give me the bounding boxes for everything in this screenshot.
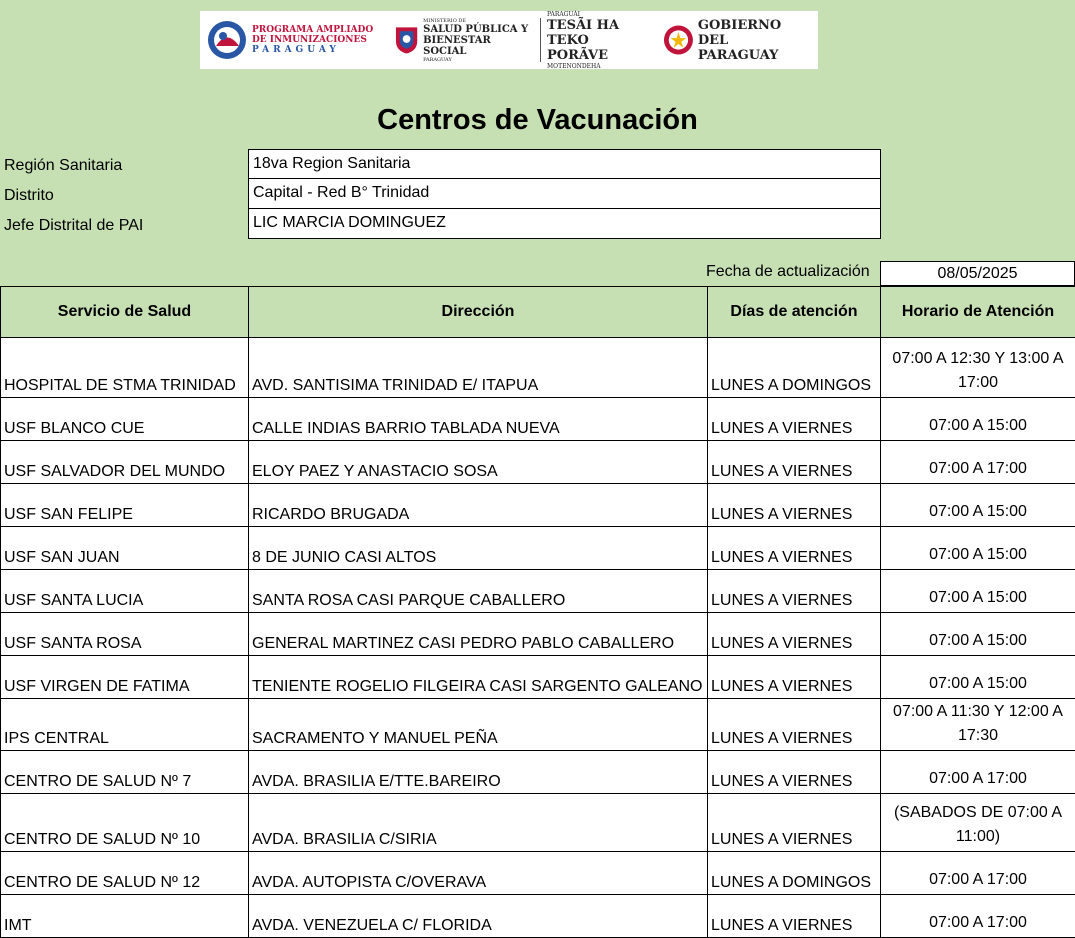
tesai-line2: PORÃVE xyxy=(547,48,663,63)
pai-line2: DE INMUNIZACIONES xyxy=(252,35,373,45)
table-body xyxy=(1,338,1075,938)
table-row xyxy=(1,613,1075,656)
cell-direccion: RICARDO BRUGADA xyxy=(249,484,708,527)
cell-direccion: GENERAL MARTINEZ CASI PEDRO PABLO CABALLERO xyxy=(249,613,708,656)
table-row xyxy=(1,852,1075,895)
header-direccion: Dirección xyxy=(249,287,708,338)
cell-horario: 07:00 A 15:00 xyxy=(881,398,1075,441)
jefe-value: LIC MARCIA DOMINGUEZ xyxy=(248,209,881,239)
cell-horario: 07:00 A 11:30 Y 12:00 A 17:30 xyxy=(881,699,1075,751)
cell-horario: 07:00 A 17:00 xyxy=(881,751,1075,794)
cell-horario: 07:00 A 15:00 xyxy=(881,484,1075,527)
cell-direccion: AVDA. BRASILIA C/SIRIA xyxy=(249,794,708,852)
cell-servicio: CENTRO DE SALUD Nº 12 xyxy=(1,852,249,895)
cell-direccion: CALLE INDIAS BARRIO TABLADA NUEVA xyxy=(249,398,708,441)
tesai-bottom: MOTENONDEHA xyxy=(547,63,663,70)
cell-horario: 07:00 A 17:00 xyxy=(881,895,1075,938)
header-dias: Días de atención xyxy=(708,287,881,338)
cell-dias: LUNES A VIERNES xyxy=(708,895,881,938)
fecha-value: 08/05/2025 xyxy=(880,261,1075,286)
tesai-top: PARAGUÁI xyxy=(547,11,663,18)
cell-servicio: CENTRO DE SALUD Nº 10 xyxy=(1,794,249,852)
cell-servicio: CENTRO DE SALUD Nº 7 xyxy=(1,751,249,794)
pai-emblem-icon xyxy=(206,19,248,61)
cell-dias: LUNES A VIERNES xyxy=(708,441,881,484)
cell-direccion: AVDA. BRASILIA E/TTE.BAREIRO xyxy=(249,751,708,794)
cell-servicio: USF SALVADOR DEL MUNDO xyxy=(1,441,249,484)
cell-dias: LUNES A VIERNES xyxy=(708,484,881,527)
pai-line3: PARAGUAY xyxy=(252,45,373,55)
cell-servicio: IPS CENTRAL xyxy=(1,699,249,751)
tesai-line1: TESÃI HA TEKO xyxy=(547,18,663,48)
cell-horario: 07:00 A 17:00 xyxy=(881,441,1075,484)
cell-direccion: TENIENTE ROGELIO FILGEIRA CASI SARGENTO GALEANO xyxy=(249,656,708,699)
cell-servicio: USF SANTA LUCIA xyxy=(1,570,249,613)
cell-servicio: USF VIRGEN DE FATIMA xyxy=(1,656,249,699)
cell-direccion: SACRAMENTO Y MANUEL PEÑA xyxy=(249,699,708,751)
logo-divider xyxy=(540,18,541,62)
msp-top: MINISTERIO DE xyxy=(423,18,534,24)
pai-logo xyxy=(206,19,380,61)
cell-direccion: ELOY PAEZ Y ANASTACIO SOSA xyxy=(249,441,708,484)
cell-horario: 07:00 A 15:00 xyxy=(881,656,1075,699)
table-row xyxy=(1,527,1075,570)
cell-dias: LUNES A DOMINGOS xyxy=(708,338,881,398)
msp-logo xyxy=(394,18,534,63)
cell-dias: LUNES A VIERNES xyxy=(708,570,881,613)
cell-servicio: IMT xyxy=(1,895,249,938)
msp-shield-icon xyxy=(394,25,419,55)
cell-direccion: AVDA. VENEZUELA C/ FLORIDA xyxy=(249,895,708,938)
header-servicio: Servicio de Salud xyxy=(1,287,249,338)
cell-horario: 07:00 A 12:30 Y 13:00 A 17:00 xyxy=(881,338,1075,398)
distrito-label: Distrito xyxy=(4,187,54,205)
msp-line2: BIENESTAR SOCIAL xyxy=(423,35,534,57)
gobierno-line2: PARAGUAY xyxy=(698,48,812,63)
cell-dias: LUNES A VIERNES xyxy=(708,527,881,570)
cell-direccion: AVD. SANTISIMA TRINIDAD E/ ITAPUA xyxy=(249,338,708,398)
logo-strip xyxy=(200,11,818,69)
table-header-row xyxy=(1,287,1075,338)
cell-dias: LUNES A VIERNES xyxy=(708,398,881,441)
cell-horario: 07:00 A 15:00 xyxy=(881,570,1075,613)
cell-dias: LUNES A VIERNES xyxy=(708,699,881,751)
cell-dias: LUNES A VIERNES xyxy=(708,613,881,656)
cell-servicio: USF SAN FELIPE xyxy=(1,484,249,527)
cell-horario: (SABADOS DE 07:00 A 11:00) xyxy=(881,794,1075,852)
cell-servicio: USF SANTA ROSA xyxy=(1,613,249,656)
pai-line1: PROGRAMA AMPLIADO xyxy=(252,25,373,35)
cell-servicio: USF BLANCO CUE xyxy=(1,398,249,441)
vaccination-centers-table xyxy=(0,286,1075,938)
region-label: Región Sanitaria xyxy=(4,157,122,175)
tesai-logo xyxy=(547,11,663,70)
msp-line1: SALUD PÚBLICA Y xyxy=(423,24,534,35)
cell-dias: LUNES A VIERNES xyxy=(708,656,881,699)
gobierno-line1: GOBIERNO DEL xyxy=(698,18,812,48)
header-horario: Horario de Atención xyxy=(881,287,1075,338)
cell-direccion: SANTA ROSA CASI PARQUE CABALLERO xyxy=(249,570,708,613)
table-row xyxy=(1,338,1075,398)
page-title: Centros de Vacunación xyxy=(0,104,1075,137)
cell-horario: 07:00 A 17:00 xyxy=(881,852,1075,895)
table-row xyxy=(1,570,1075,613)
cell-horario: 07:00 A 15:00 xyxy=(881,527,1075,570)
gobierno-logo xyxy=(663,18,812,63)
fecha-label: Fecha de actualización xyxy=(706,263,870,281)
cell-servicio: USF SAN JUAN xyxy=(1,527,249,570)
cell-dias: LUNES A VIERNES xyxy=(708,751,881,794)
cell-dias: LUNES A VIERNES xyxy=(708,794,881,852)
cell-horario: 07:00 A 15:00 xyxy=(881,613,1075,656)
table-row xyxy=(1,699,1075,751)
table-row xyxy=(1,441,1075,484)
region-value: 18va Region Sanitaria xyxy=(248,149,881,179)
cell-servicio: HOSPITAL DE STMA TRINIDAD xyxy=(1,338,249,398)
table-row xyxy=(1,656,1075,699)
msp-bottom: PARAGUAY xyxy=(423,57,534,63)
distrito-value: Capital - Red B° Trinidad xyxy=(248,179,881,209)
table-row xyxy=(1,751,1075,794)
table-row xyxy=(1,398,1075,441)
jefe-label: Jefe Distrital de PAI xyxy=(4,217,143,235)
cell-direccion: 8 DE JUNIO CASI ALTOS xyxy=(249,527,708,570)
table-row xyxy=(1,794,1075,852)
gobierno-star-icon xyxy=(663,24,694,56)
table-row xyxy=(1,895,1075,938)
cell-direccion: AVDA. AUTOPISTA C/OVERAVA xyxy=(249,852,708,895)
cell-dias: LUNES A DOMINGOS xyxy=(708,852,881,895)
table-row xyxy=(1,484,1075,527)
